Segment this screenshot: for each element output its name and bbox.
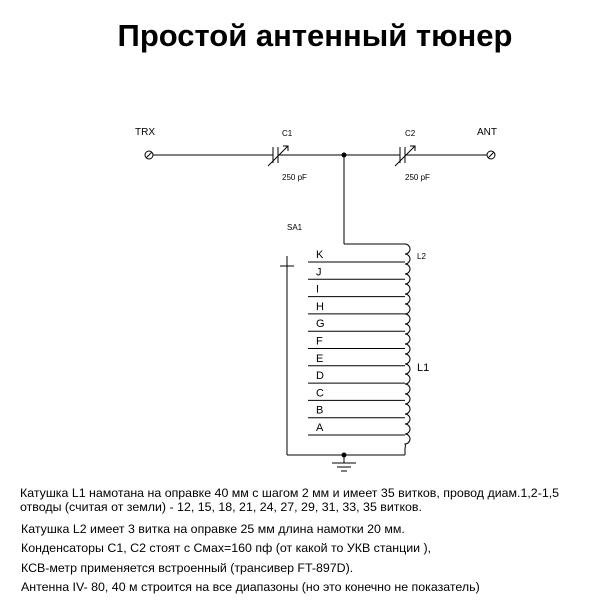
- tap-label-a[interactable]: A: [316, 422, 324, 434]
- c2-value: 250 pF: [405, 173, 430, 182]
- switch-wiper: [280, 256, 294, 455]
- note-line: Катушка L2 имеет 3 витка на оправке 25 мм длина намотки 20 мм.: [21, 522, 405, 536]
- page-title: Простой антенный тюнер: [117, 18, 513, 53]
- tap-lines: [308, 249, 405, 435]
- note-line: Катушка L1 намотана на оправке 40 мм с шагом 2 мм и имеет 35 витков, провод диам.1,2-1,5: [20, 486, 560, 500]
- trx-terminal: [145, 151, 153, 159]
- tap-label-c[interactable]: C: [316, 387, 324, 400]
- tap-label-i[interactable]: I: [316, 283, 320, 296]
- trx-label: TRX: [135, 127, 155, 138]
- note-line: КСВ-метр применяется встроенный (трансивер FT-897D).: [21, 561, 354, 575]
- tap-label-k[interactable]: K: [316, 249, 324, 261]
- switch-label: SA1: [287, 223, 303, 232]
- coil-l2: [405, 244, 410, 274]
- tap-label-h[interactable]: H: [316, 300, 324, 313]
- l1-label: L1: [417, 362, 430, 374]
- c1-label: C1: [282, 129, 293, 138]
- ant-terminal: [487, 151, 495, 159]
- note-line: Антенна IV- 80, 40 м строится на все диапазоны (но это конечно не показатель): [21, 580, 480, 594]
- tap-label-g[interactable]: G: [316, 318, 325, 331]
- junction-dot-c1c2: [342, 153, 347, 158]
- capacitor-c2: [395, 146, 415, 166]
- ant-label: ANT: [477, 127, 497, 138]
- tap-label-e[interactable]: E: [316, 352, 324, 365]
- l2-label: L2: [417, 252, 426, 261]
- capacitor-c1: [268, 146, 288, 166]
- ground-symbol: [332, 463, 356, 471]
- junction-dot-ground: [342, 453, 347, 458]
- tap-label-j[interactable]: J: [316, 266, 322, 279]
- tap-label-d[interactable]: D: [316, 370, 324, 383]
- c1-value: 250 pF: [282, 173, 307, 182]
- tap-label-f[interactable]: F: [316, 335, 323, 348]
- c2-label: C2: [405, 129, 416, 138]
- tap-label-b[interactable]: B: [316, 404, 324, 417]
- note-line: отводы (считая от земли) - 12, 15, 18, 21, 24, 27, 29, 31, 33, 35 витков.: [20, 500, 422, 514]
- note-line: Конденсаторы C1, C2 стоят с Cмах=160 пф (от какой то УКВ станции ),: [21, 541, 432, 555]
- coil-l1: [405, 274, 410, 448]
